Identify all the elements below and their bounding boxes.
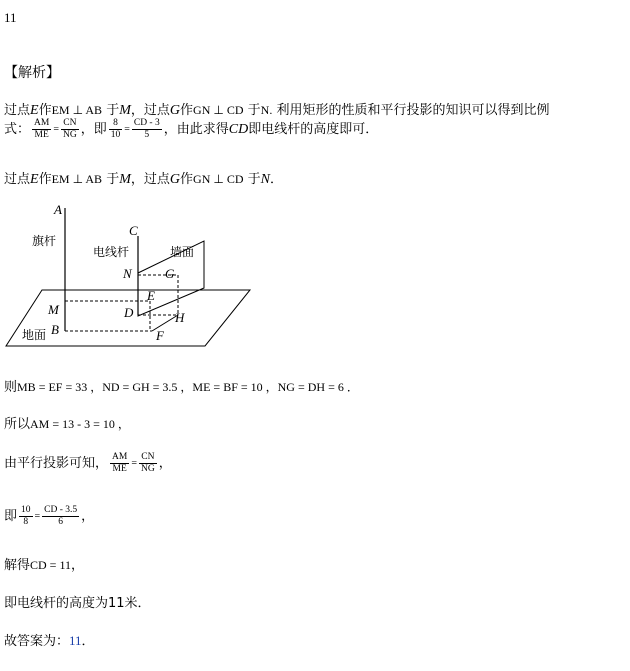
fraction-cn-ng-2: $\frac{CN}{NG}$ — [140, 452, 155, 474]
analysis-line-1: 过点E作EM ⊥ AB 于M，过点G作GN ⊥ CD 于N. 利用矩形的性质和平行投影的知识可以得到比例 — [4, 103, 550, 118]
step-am: 所以AM = 13 - 3 = 10 ， — [4, 417, 130, 432]
label-n: N — [123, 266, 132, 281]
answer-value: 11 — [69, 633, 82, 648]
fraction-cd-35-6: $\frac{CD - 3.5}{6}$ — [44, 505, 78, 527]
question-number: 11 — [4, 10, 17, 25]
label-wall: 墙面 — [170, 245, 195, 259]
fraction-8-10: $\frac{8}{10}$ — [110, 118, 121, 140]
label-m: M — [48, 302, 59, 317]
perpendicular-em-ab: EM ⊥ AB — [51, 103, 103, 117]
label-d: D — [124, 305, 134, 320]
final-answer: 故答案为：11． — [4, 633, 95, 649]
label-e: E — [147, 288, 155, 303]
label-a: A — [54, 202, 62, 217]
label-g: G — [165, 266, 175, 281]
step-values: 则MB = EF = 33 ，ND = GH = 3.5 ，ME = BF = 10 ，NG = DH = 6 ． — [4, 380, 359, 395]
solution-intro: 过点E作EM ⊥ AB 于M，过点G作GN ⊥ CD 于N． — [4, 172, 284, 187]
step-proportion: 由平行投影可知， $\frac{AM}{ME}$ = $\frac{CN}{NG}$ ， — [4, 452, 172, 474]
fraction-am-me-2: $\frac{AM}{ME}$ — [112, 452, 128, 474]
label-b: B — [51, 322, 59, 337]
step-substitution: 即 $\frac{10}{8}$ = $\frac{CD - 3.5}{6}$ ， — [4, 505, 95, 527]
fraction-cd-3-5: $\frac{CD - 3}{5}$ — [133, 118, 160, 140]
section-title: 【解析】 — [4, 65, 60, 81]
fraction-cn-ng: $\frac{CN}{NG}$ — [62, 118, 77, 140]
label-f: F — [156, 328, 164, 343]
label-h: H — [175, 310, 185, 325]
label-ground: 地面 — [22, 328, 47, 342]
label-c: C — [129, 223, 138, 238]
label-flagpole: 旗杆 — [32, 234, 57, 248]
fraction-am-me: $\frac{AM}{ME}$ — [34, 118, 50, 140]
perpendicular-gn-cd: GN ⊥ CD — [193, 103, 244, 117]
step-conclusion: 即电线杆的高度为11米． — [4, 596, 151, 611]
label-pole: 电线杆 — [93, 245, 130, 259]
fraction-10-8: $\frac{10}{8}$ — [21, 505, 31, 527]
analysis-line-2: 式： $\frac{AM}{ME}$ = $\frac{CN}{NG}$ ，即 $\frac{8}{10}$ = $\frac{CD - 3}{5}$ ，由此求得CD即电线杆的高度即可． — [4, 118, 379, 140]
point-e-ref: E — [30, 103, 39, 118]
step-solve: 解得CD = 11， — [4, 558, 85, 573]
geometry-figure — [0, 198, 260, 350]
